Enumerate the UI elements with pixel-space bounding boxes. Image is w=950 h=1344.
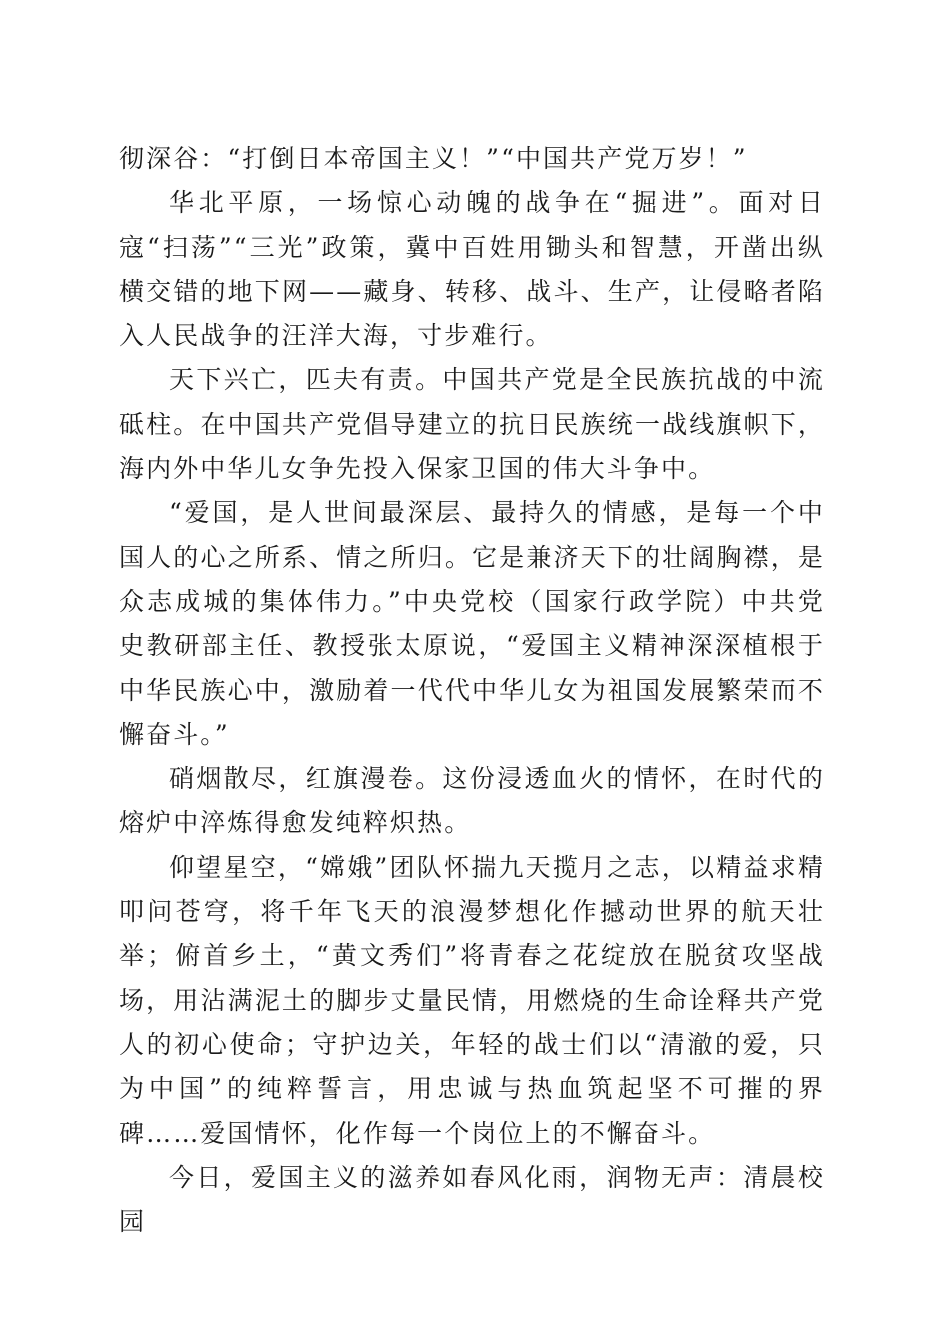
article-body [119,137,825,1244]
paragraph-continued: 彻深谷：“打倒日本帝国主义！”“中国共产党万岁！” [119,144,748,173]
paragraph-smoke-cleared: 硝烟散尽，红旗漫卷。这份浸透血火的情怀，在时代的熔炉中淬炼得愈发纯粹炽热。 [119,764,825,838]
paragraph-patriotism-quote: “爱国，是人世间最深层、最持久的情感，是每一个中国人的心之所系、情之所归。它是兼济天下的壮阔胸襟，是众志成城的集体伟力。”中央党校（国家行政学院）中共党史教研部主任、教授张太原说，“爱国主义精神深深植根于中华民族心中，激励着一代代中华儿女为祖国发展繁荣而不懈奋斗。” [119,498,825,749]
paragraph-north-china-plain: 华北平原，一场惊心动魄的战争在“掘进”。面对日寇“扫荡”“三光”政策，冀中百姓用锄头和智慧，开凿出纵横交错的地下网——藏身、转移、战斗、生产，让侵略者陷入人民战争的汪洋大海，寸步难行。 [119,188,825,351]
paragraph-national-duty: 天下兴亡，匹夫有责。中国共产党是全民族抗战的中流砥柱。在中国共产党倡导建立的抗日民族统一战线旗帜下，海内外中华儿女争先投入保家卫国的伟大斗争中。 [119,365,825,484]
paragraph-starry-sky: 仰望星空，“嫦娥”团队怀揣九天揽月之志，以精益求精叩问苍穹，将千年飞天的浪漫梦想化作撼动世界的航天壮举；俯首乡土，“黄文秀们”将青春之花绽放在脱贫攻坚战场，用沾满泥土的脚步丈量民情，用燃烧的生命诠释共产党人的初心使命；守护边关，年轻的战士们以“清澈的爱，只为中国”的纯粹誓言，用忠诚与热血筑起坚不可摧的界碑……爱国情怀，化作每一个岗位上的不懈奋斗。 [119,852,825,1148]
paragraph-today: 今日，爱国主义的滋养如春风化雨，润物无声：清晨校园 [119,1162,825,1237]
